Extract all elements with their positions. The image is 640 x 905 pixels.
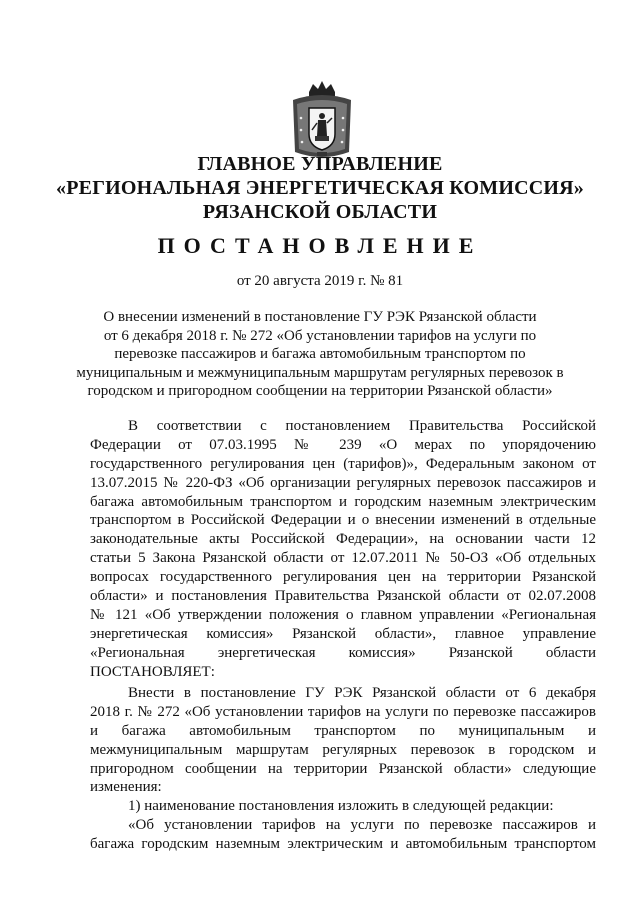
text-line: 13.07.2015 № 220-ФЗ «Об организации регулярных перевозок пассажиров и	[90, 474, 596, 491]
text-line: багажа городским наземным электрическим и автомобильным транспортом	[90, 836, 596, 853]
text-line: статьи 5 Закона Рязанской области от 12.07.2011 № 50-ОЗ «Об отдельных	[90, 550, 596, 567]
body-paragraph	[90, 684, 596, 854]
preamble-paragraph	[90, 417, 596, 681]
text-line: межмуниципальным маршрутам регулярных перевозок в городском и	[90, 741, 596, 758]
authority-line-1: ГЛАВНОЕ УПРАВЛЕНИЕ	[197, 153, 443, 175]
text-line: вопросах государственного регулирования цен на территории Рязанской	[90, 569, 596, 586]
text-line: и багажа автомобильным транспортом по муниципальным и	[90, 722, 596, 739]
authority-line-2: «РЕГИОНАЛЬНАЯ ЭНЕРГЕТИЧЕСКАЯ КОМИССИЯ»	[56, 177, 584, 199]
text-line: Внести в постановление ГУ РЭК Рязанской области от 6 декабря	[128, 685, 596, 701]
text-line: 2018 г. № 272 «Об установлении тарифов на услуги по перевозке пассажиров	[90, 703, 596, 720]
title-line: муниципальным и межмуниципальным маршрутам регулярных перевозок в	[76, 364, 564, 381]
text-line: законодательные акты Российской Федерации», на основании части 12	[90, 531, 596, 548]
coat-of-arms-icon	[287, 78, 357, 162]
text-line: 1) наименование постановления изложить в следующей редакции:	[128, 798, 554, 815]
document-title	[60, 308, 580, 401]
text-line: В соответствии с постановлением Правительства Российской	[128, 418, 596, 434]
text-line: багажа автомобильным транспортом и городским наземным электрическим	[90, 493, 596, 510]
text-line: государственного регулирования цен (тарифов)», Федеральным законом от	[90, 455, 596, 472]
title-line: О внесении изменений в постановление ГУ РЭК Рязанской области	[103, 309, 537, 325]
text-line: Федерации от 07.03.1995 № 239 «О мерах по упорядочению	[90, 436, 596, 453]
text-line: пригородном сообщении на территории Рязанской области» следующие	[90, 760, 596, 777]
text-line: области» и постановления Правительства Рязанской области от 02.07.2008	[90, 588, 596, 605]
document-date: от 20 августа 2019 г. № 81	[236, 273, 404, 289]
text-line: изменения:	[90, 779, 162, 796]
text-line: «Региональная энергетическая комиссия» Рязанской области	[90, 644, 596, 661]
text-line: «Об установлении тарифов на услуги по перевозке пассажиров и	[128, 817, 596, 834]
text-line: транспортом в Российской Федерации и о внесении изменений в отдельные	[90, 512, 596, 529]
text-line: ПОСТАНОВЛЯЕТ:	[90, 663, 215, 680]
text-line: № 121 «Об утверждении положения о главном управлении «Региональная	[90, 606, 596, 623]
authority-line-3: РЯЗАНСКОЙ ОБЛАСТИ	[202, 201, 438, 223]
title-line: перевозке пассажиров и багажа автомобильным транспортом по	[114, 346, 526, 362]
title-line: городском и пригородном сообщении на территории Рязанской области»	[87, 383, 553, 399]
text-line: энергетическая комиссия» Рязанской области», главное управление	[90, 625, 596, 642]
document-type: ПОСТАНОВЛЕНИЕ	[157, 233, 483, 258]
title-line: от 6 декабря 2018 г. № 272 «Об установлении тарифов на услуги по	[103, 327, 537, 344]
